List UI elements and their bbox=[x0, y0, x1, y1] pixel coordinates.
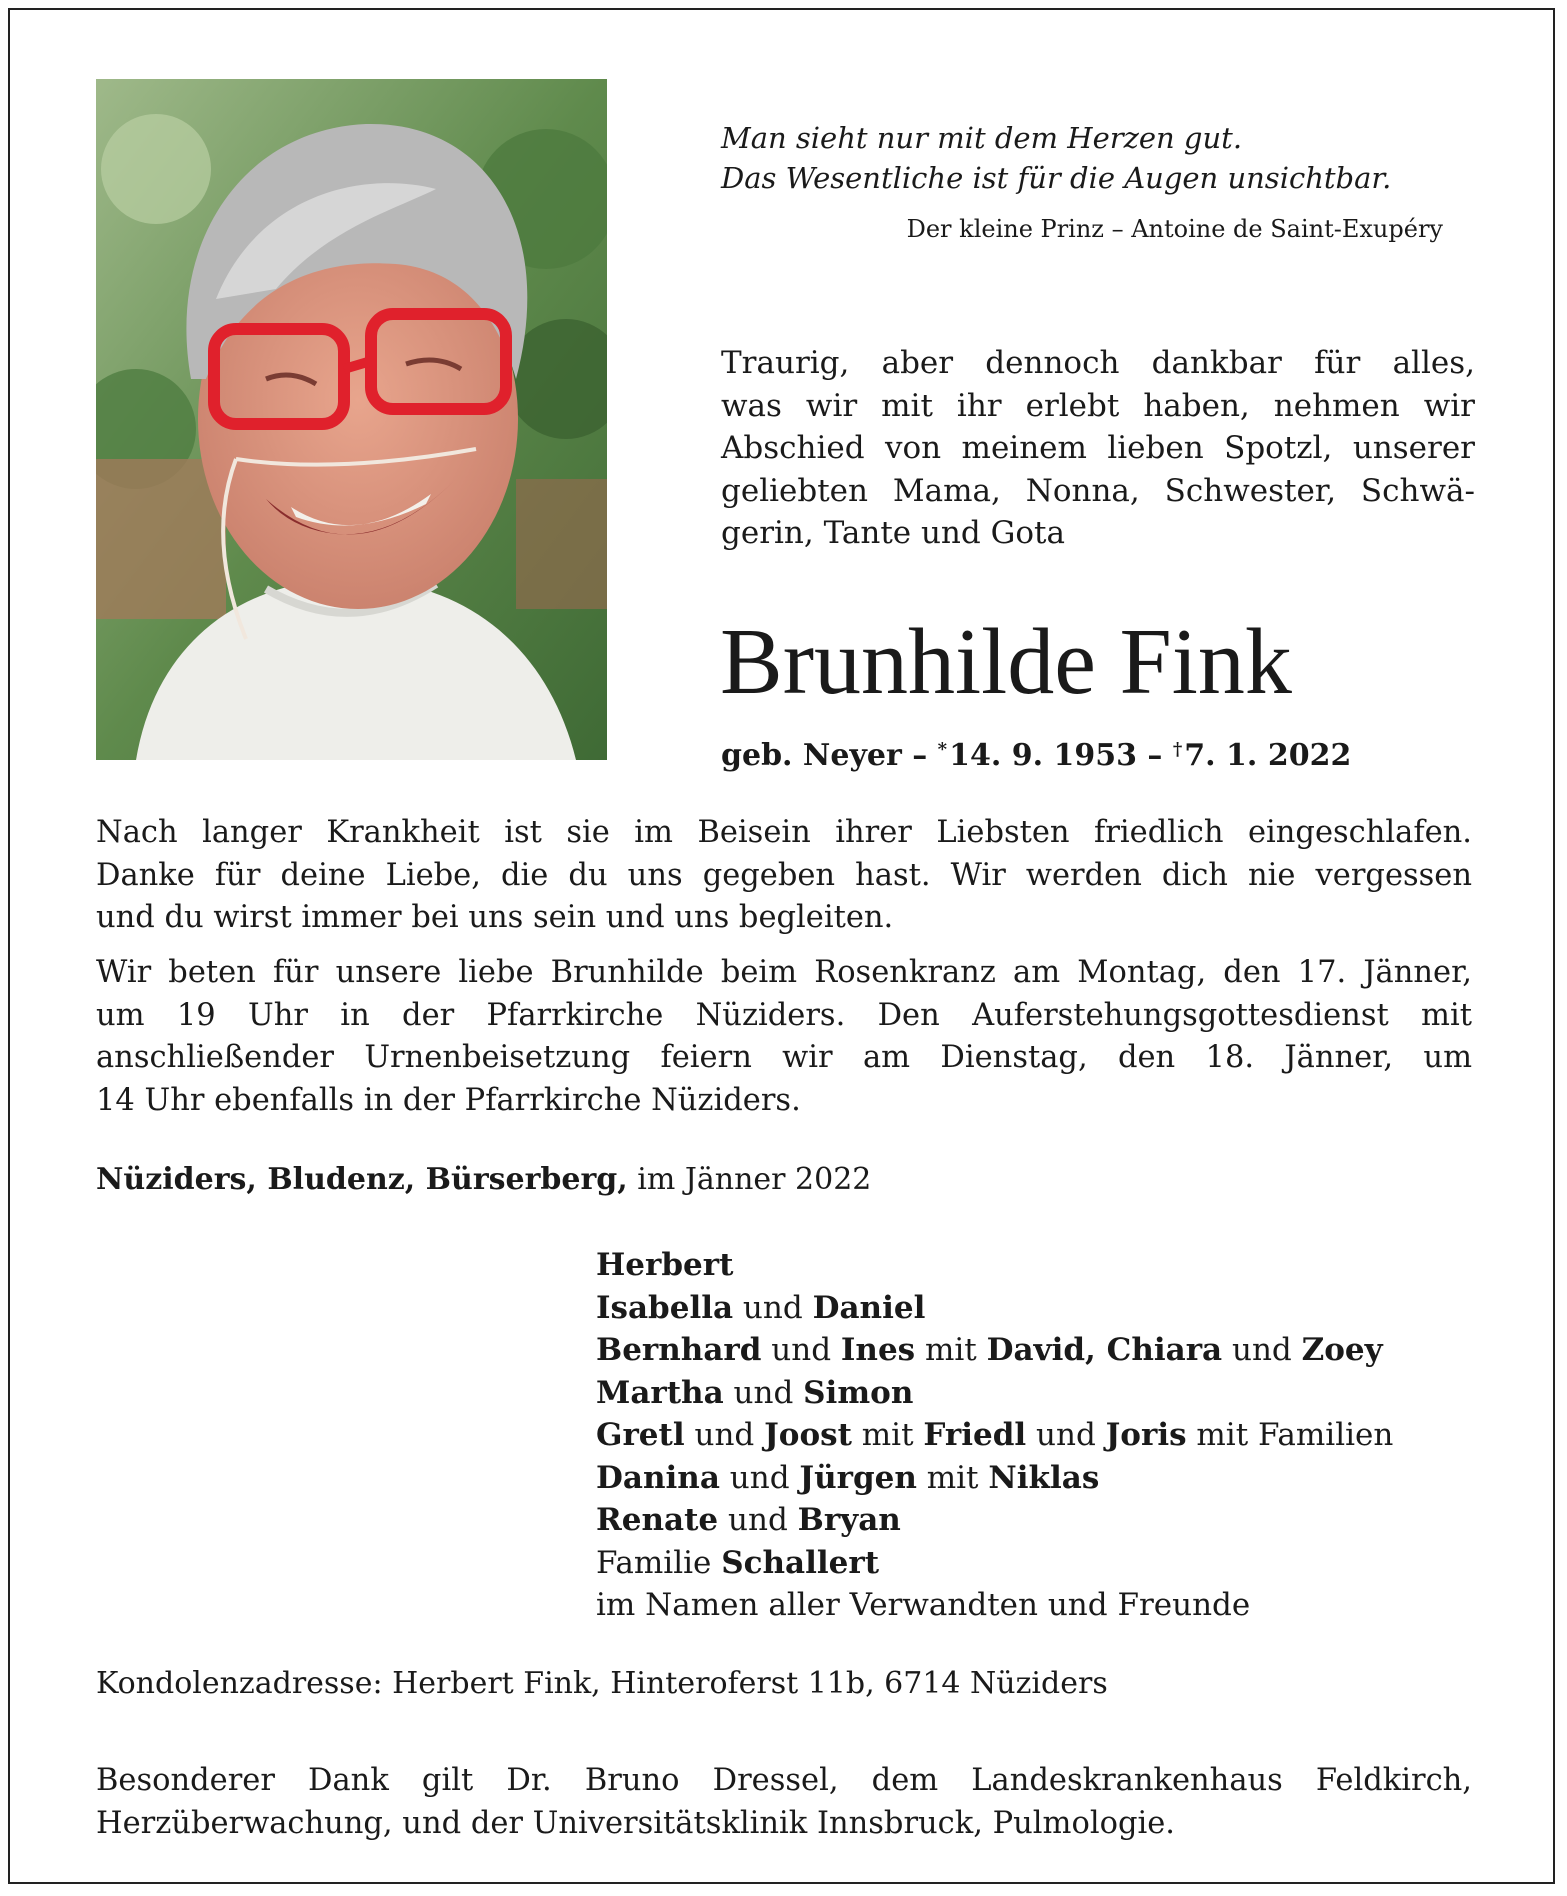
mourner-name: Isabella bbox=[596, 1289, 734, 1326]
mourners-list bbox=[596, 1244, 1393, 1627]
place-and-date bbox=[96, 1160, 871, 1200]
quote-line: Das Wesentliche ist für die Augen unsichtbar. bbox=[721, 161, 1392, 195]
mourner-name: Martha bbox=[596, 1374, 724, 1411]
mourner-name: Daniel bbox=[812, 1289, 926, 1326]
mourner-name: Zoey bbox=[1301, 1332, 1383, 1368]
mourner-line bbox=[596, 1372, 1393, 1415]
place-date: im Jänner 2022 bbox=[627, 1162, 872, 1197]
connector: und bbox=[723, 1374, 804, 1411]
life-dates: geb. Neyer – *14. 9. 1953 – †7. 1. 2022 bbox=[721, 738, 1352, 773]
paragraph-line: Wir beten für unsere liebe Brunhilde beim Rosenkranz am Montag, den 17. Jänner, bbox=[96, 955, 1472, 990]
mourner-name: Friedl bbox=[923, 1417, 1027, 1453]
paragraph-line: Danke für deine Liebe, die du uns gegeben hast. Wir werden dich nie vergessen bbox=[96, 857, 1472, 893]
intro-line: was wir mit ihr erlebt haben, nehmen wir bbox=[721, 387, 1475, 424]
connector: und bbox=[733, 1289, 813, 1326]
mourner-name: Schallert bbox=[721, 1544, 880, 1581]
connector: mit bbox=[915, 1332, 987, 1368]
connector: mit bbox=[916, 1459, 989, 1496]
special-thanks bbox=[96, 1760, 1472, 1845]
mourner-line bbox=[596, 1329, 1393, 1372]
death-date: 7. 1. 2022 bbox=[1184, 738, 1352, 773]
thanks-line: Besonderer Dank gilt Dr. Bruno Dressel, dem Landeskrankenhaus Feldkirch, bbox=[96, 1763, 1472, 1798]
mourner-name: Danina bbox=[596, 1459, 720, 1496]
intro-text bbox=[721, 342, 1475, 555]
connector: im Namen aller Verwandten und Freunde bbox=[596, 1587, 1251, 1623]
mourner-line bbox=[596, 1542, 1393, 1585]
mourner-name: Bryan bbox=[797, 1502, 901, 1538]
mourner-line bbox=[596, 1414, 1393, 1457]
paragraph-line: Nach langer Krankheit ist sie im Beisein ihrer Liebsten friedlich eingeschlafen. bbox=[96, 815, 1472, 850]
quote bbox=[721, 118, 1449, 198]
connector: und bbox=[1222, 1332, 1302, 1368]
quote-attribution: Der kleine Prinz – Antoine de Saint-Exupéry bbox=[906, 215, 1443, 243]
paragraph-farewell bbox=[96, 812, 1472, 940]
birth-symbol: * bbox=[937, 739, 948, 760]
intro-line: Abschied von meinem lieben Spotzl, unserer bbox=[721, 430, 1475, 466]
mourner-name: Herbert bbox=[596, 1247, 734, 1283]
mourner-name: Simon bbox=[803, 1374, 914, 1411]
intro-line: Traurig, aber dennoch dankbar für alles, bbox=[721, 345, 1475, 381]
connector: und bbox=[761, 1332, 841, 1368]
mourner-name: Joris bbox=[1105, 1417, 1187, 1453]
birth-name: geb. Neyer bbox=[721, 738, 902, 773]
condolence-address: Kondolenzadresse: Herbert Fink, Hinteroferst 11b, 6714 Nüziders bbox=[96, 1666, 1108, 1701]
connector: mit bbox=[851, 1417, 924, 1453]
quote-line: Man sieht nur mit dem Herzen gut. bbox=[721, 121, 1243, 155]
connector: mit Familien bbox=[1186, 1417, 1394, 1453]
paragraph-service bbox=[96, 952, 1472, 1122]
mourner-line bbox=[596, 1584, 1393, 1627]
deceased-name: Brunhilde Fink bbox=[720, 610, 1292, 714]
place-locations: Nüziders, Bludenz, Bürserberg, bbox=[96, 1162, 628, 1197]
connector: und bbox=[684, 1417, 765, 1453]
portrait-photo bbox=[96, 79, 607, 760]
connector: und bbox=[1026, 1417, 1106, 1453]
mourner-line bbox=[596, 1457, 1393, 1500]
mourner-line bbox=[596, 1499, 1393, 1542]
mourner-name: Bernhard bbox=[596, 1332, 762, 1368]
mourner-name: Niklas bbox=[988, 1459, 1100, 1496]
mourner-line bbox=[596, 1244, 1393, 1287]
mourner-line bbox=[596, 1287, 1393, 1330]
paragraph-line: anschließender Urnenbeisetzung feiern wir am Dienstag, den 18. Jänner, um bbox=[96, 1040, 1472, 1075]
paragraph-line: 14 Uhr ebenfalls in der Pfarrkirche Nüziders. bbox=[96, 1082, 801, 1118]
mourner-name: Ines bbox=[840, 1332, 916, 1368]
connector: und bbox=[718, 1502, 798, 1538]
intro-line: gerin, Tante und Gota bbox=[721, 515, 1065, 551]
intro-line: geliebten Mama, Nonna, Schwester, Schwä- bbox=[721, 472, 1475, 509]
death-symbol: † bbox=[1172, 739, 1183, 760]
mourner-name: Gretl bbox=[596, 1417, 685, 1453]
birth-date: 14. 9. 1953 bbox=[949, 738, 1137, 773]
mourner-name: David, Chiara bbox=[986, 1332, 1223, 1368]
connector: und bbox=[719, 1459, 800, 1496]
paragraph-line: um 19 Uhr in der Pfarrkirche Nüziders. Den Auferstehungsgottesdienst mit bbox=[96, 997, 1472, 1033]
paragraph-line: und du wirst immer bei uns sein und uns begleiten. bbox=[96, 900, 894, 935]
mourner-name: Renate bbox=[596, 1502, 719, 1538]
mourner-name: Joost bbox=[764, 1417, 852, 1453]
connector: Familie bbox=[596, 1544, 722, 1581]
mourner-name: Jürgen bbox=[799, 1459, 917, 1496]
thanks-line: Herzüberwachung, und der Universitätsklinik Innsbruck, Pulmologie. bbox=[96, 1805, 1175, 1841]
